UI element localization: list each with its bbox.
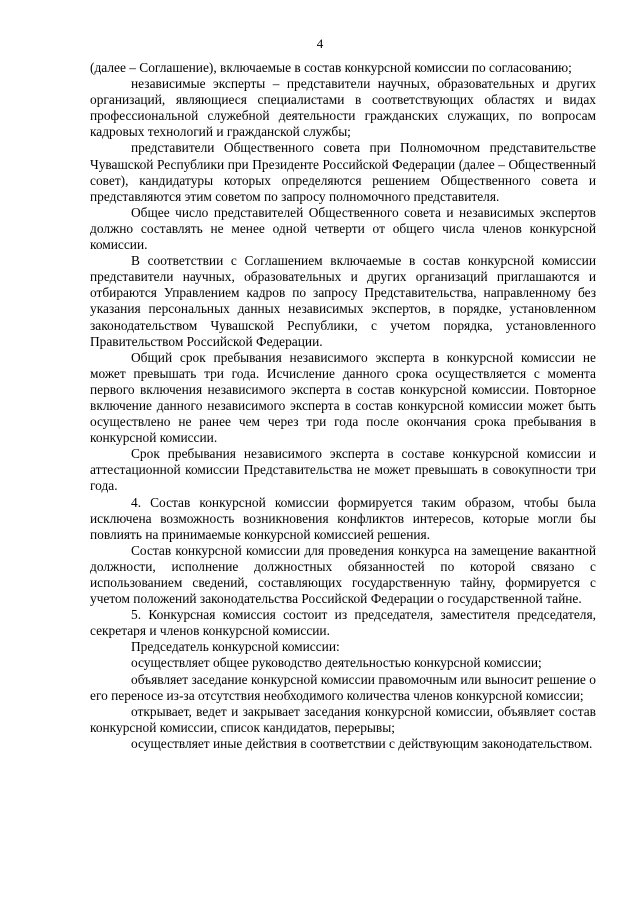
paragraph: 5. Конкурсная комиссия состоит из председателя, заместителя председателя, секретаря и членов конкурсной комиссии. [90,607,596,639]
paragraph: (далее – Соглашение), включаемые в состав конкурсной комиссии по согласованию; [90,60,572,75]
paragraph: Общий срок пребывания независимого эксперта в конкурсной комиссии не может превышать три года. Исчисление данного срока осуществляется с момента первого включения независимого эксперта в состав конкурсной комиссии. Повторное включение данного независимого эксперта в состав конкурсной комиссии может быть осуществлено не ранее чем через три года после окончания срока пребывания в конкурсной комиссии. [90,349,596,446]
page-number: 4 [316,36,324,51]
paragraph: открывает, ведет и закрывает заседания конкурсной комиссии, объявляет состав конкурсной комиссии, список кандидатов, перерывы; [90,703,596,735]
paragraph: представители Общественного совета при Полномочном представительстве Чувашской Республики при Президенте Российской Федерации (далее – Общественный совет), кандидатуры которых определяются решением Общественного совета и представляются этим советом по запросу полномочного представителя. [90,140,596,204]
paragraph: Председатель конкурсной комиссии: [131,639,340,655]
document-body [90,60,596,752]
paragraph: осуществляет общее руководство деятельностью конкурсной комиссии; [131,655,542,671]
paragraph: В соответствии с Соглашением включаемые в состав конкурсной комиссии представители научных, образовательных и других организаций приглашаются и отбираются Управлением кадров по запросу Представительства, направленному без указания персональных данных независимых экспертов, в порядке, установленном законодательством Чувашской Республики, с учетом порядка, установленного Правительством Российской Федерации. [90,253,596,349]
paragraph: 4. Состав конкурсной комиссии формируется таким образом, чтобы была исключена возможность возникновения конфликтов интересов, которые могли бы повлиять на принимаемые конкурсной комиссией решения. [90,494,596,542]
paragraph: Общее число представителей Общественного совета и независимых экспертов должно составлять не менее одной четверти от общего числа членов конкурсной комиссии. [90,204,596,253]
paragraph: осуществляет иные действия в соответствии с действующим законодательством. [131,735,593,751]
paragraph: независимые эксперты – представители научных, образовательных и других организаций, являющиеся специалистами в соответствующих областях и видах профессиональной служебной деятельности гражданских служащих, по вопросам кадровых технологий и гражданской службы; [90,76,596,140]
paragraph: объявляет заседание конкурсной комиссии правомочным или выносит решение о его переносе из-за отсутствия необходимого количества членов конкурсной комиссии; [90,671,596,703]
paragraph: Состав конкурсной комиссии для проведения конкурса на замещение вакантной должности, исполнение должностных обязанностей по которой связано с использованием сведений, составляющих государственную тайну, формируется с учетом положений законодательства Российской Федерации о государственной тайне. [90,542,596,607]
paragraph: Срок пребывания независимого эксперта в составе конкурсной комиссии и аттестационной комиссии Представительства не может превышать в совокупности три года. [90,446,596,494]
